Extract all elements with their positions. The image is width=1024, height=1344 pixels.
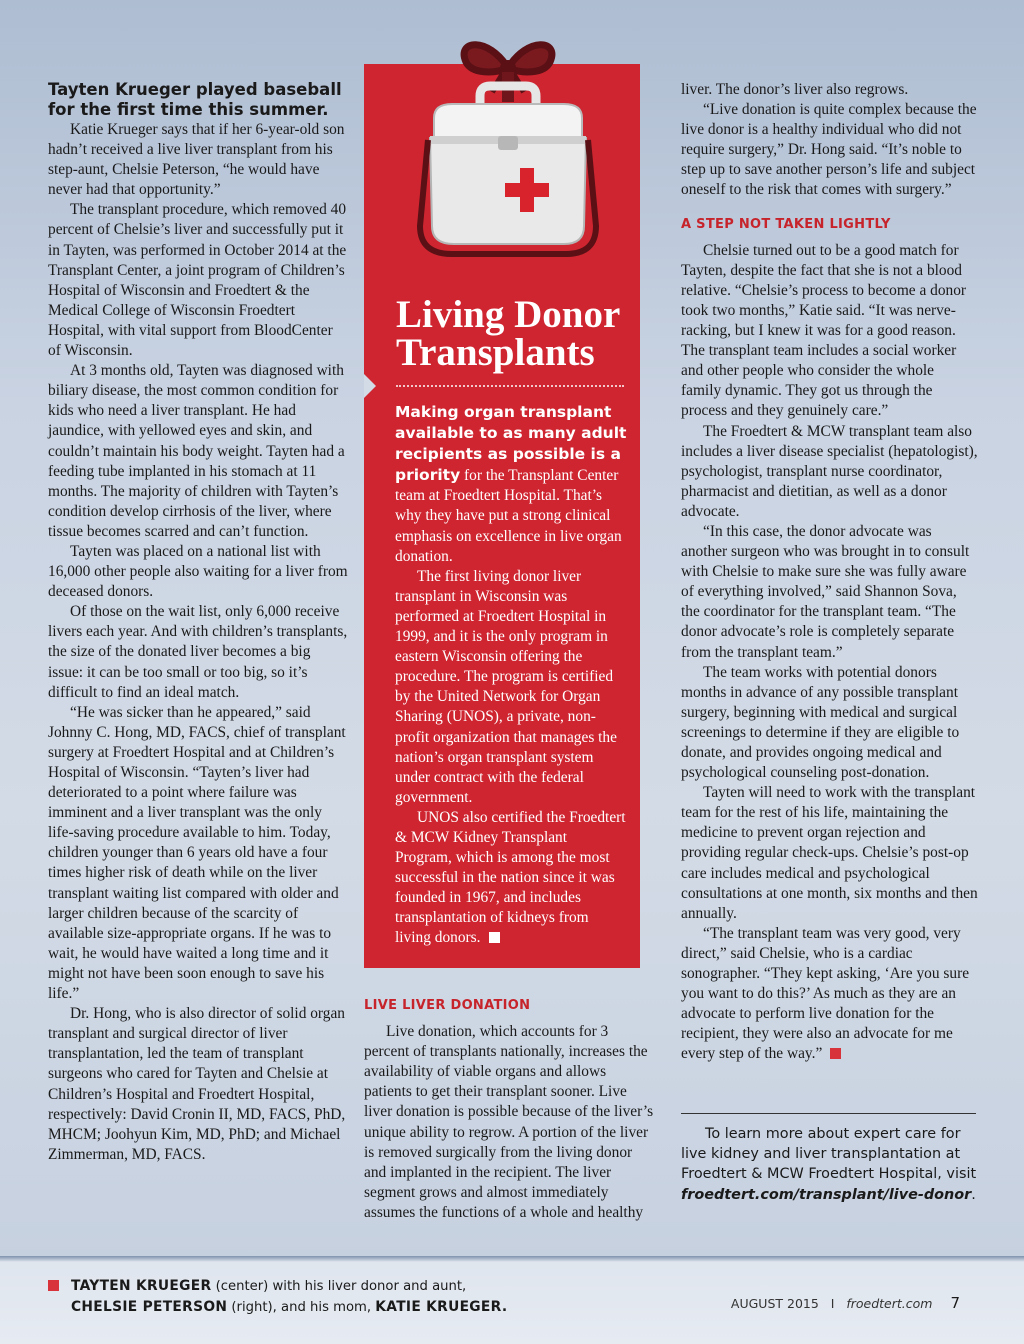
- end-mark-icon: [489, 932, 500, 943]
- article-paragraph: Tayten was placed on a national list with 16,000 other people also waiting for a liver from deceased donors.: [48, 542, 348, 601]
- caption-line1: [48, 1276, 688, 1297]
- article-paragraph: “In this case, the donor advocate was another surgeon who was brought in to consult with Chelsie to make sure she was fully aware of everything involved,” said Shannon Sova, the coordinator for the transplant team. “The donor advocate’s role is completely separate from the transplant team.”: [681, 522, 970, 661]
- caption-text: (right), and his mom,: [227, 1300, 376, 1315]
- article-paragraph: At 3 months old, Tayten was diagnosed with biliary disease, the most common condition for kids who need a liver transplant. He had jaundice, with yellowed eyes and skin, and couldn’t maintain his body weight. Tayten had a feeding tube implanted in his stomach at 11 months. The majority of children with Tayten’s condition develop cirrhosis of the liver, where tissue becomes scarred and can’t function.: [48, 362, 345, 540]
- column-middle: [364, 996, 656, 1223]
- first-aid-kit-icon: [408, 40, 608, 260]
- learn-more-text: To learn more about expert care for live kidney and liver transplantation at Froedtert & MCW Froedtert Hospital, visit: [681, 1126, 977, 1183]
- caption-name-katie: KATIE KRUEGER.: [375, 1299, 508, 1315]
- article-paragraph: The Froedtert & MCW transplant team also includes a liver disease specialist (hepatologist), psychologist, transplant nurse coordinator, pharmacist and dietitian, as well as a donor advocate.: [681, 422, 978, 520]
- caption-line2: [48, 1297, 688, 1318]
- section-heading-live-liver-donation: LIVE LIVER DONATION: [364, 998, 531, 1013]
- caption-text: (center) with his liver donor and aunt,: [211, 1279, 467, 1294]
- article-paragraph: Tayten will need to work with the transplant team for the rest of his life, maintaining the medicine to prevent organ rejection and providing regular check-ups. Chelsie’s post-op care includes medical and psychological consultations at one month, six months and then annually.: [681, 784, 978, 922]
- article-paragraph: The transplant procedure, which removed 40 percent of Chelsie’s liver and successfully put it in Tayten, was performed in October 2014 at the Transplant Center, a joint program of Children’s Hospital of Wisconsin and Froedtert & the Medical College of Wisconsin Froedtert Hospital, with vital support from BloodCenter of Wisconsin.: [48, 201, 347, 360]
- caption-name-tayten: TAYTEN KRUEGER: [71, 1278, 212, 1294]
- learn-more-end: .: [971, 1186, 976, 1203]
- sidebar-paragraph: The first living donor liver transplant in Wisconsin was performed at Froedtert Hospital in 1999, and it is the only program in eastern Wisconsin offering the procedure. The program is certified by the United Network for Organ Sharing (UNOS), a private, non-profit organization that manages the nation’s organ transplant system under contract with the federal government.: [395, 567, 617, 806]
- article-paragraph: The team works with potential donors months in advance of any possible transplant surgery, beginning with medical and surgical screenings to determine if they are eligible to donate, and provides ongoing medical and psychological counseling post-donation.: [681, 663, 960, 782]
- article-paragraph: Of those on the wait list, only 6,000 receive livers each year. And with children’s transplants, the size of the donated liver becomes a big issue: it can be too small or too big, so it’s difficult to find an ideal match.: [48, 603, 348, 701]
- sidebar-text: [395, 402, 627, 949]
- sidebar-lead-rest: for the Transplant Center team at Froedtert Hospital. That’s why they have put a strong clinical emphasis on excellence in live organ donation.: [395, 467, 622, 565]
- sidebar-title: [396, 293, 626, 374]
- caption-name-chelsie: CHELSIE PETERSON: [71, 1299, 228, 1315]
- section-heading-step-not-taken-lightly: A STEP NOT TAKEN LIGHTLY: [681, 216, 891, 232]
- article-paragraph-continued: liver. The donor’s liver also regrows.: [681, 81, 909, 98]
- article-paragraph: “He was sicker than he appeared,” said Johnny C. Hong, MD, FACS, chief of transplant surgery at Froedtert Hospital and at Children’s Hospital of Wisconsin. “Tayten’s liver had deteriorated to a point where failure was imminent and a liver transplant was the only life-saving procedure available to him. Today, children younger than 6 years old have a four times higher risk of death while on the liver transplant waiting list compared with older and larger children because of the scarcity of available size-appropriate organs. If he was to wait, he would have waited a long time and it might not have been soon enough to save his life.”: [48, 703, 346, 1003]
- article-paragraph: Katie Krueger says that if her 6-year-old son hadn’t received a live liver transplant from his step-aunt, Chelsie Peterson, “he would have never had that opportunity.”: [48, 121, 345, 199]
- column-left: [48, 80, 348, 1165]
- sidebar-title-line2: Transplants: [396, 331, 595, 374]
- article-paragraph: Live donation, which accounts for 3 percent of transplants nationally, increases the availability of viable organs and allows patients to get their transplant sooner. Live liver donation is possible because of the liver’s unique ability to regrow. A portion of the liver is removed surgically from the living donor and implanted in the recipient. The liver segment grows and almost immediately assumes the functions of a whole and healthy: [364, 1023, 654, 1221]
- folio: [731, 1294, 960, 1312]
- sidebar-lead-paragraph: [395, 402, 627, 567]
- end-mark-icon: [830, 1048, 841, 1059]
- lead-heading-line2: for the first time this summer.: [48, 100, 329, 119]
- sidebar-title-line1: Living Donor: [396, 293, 621, 336]
- article-paragraph: Chelsie turned out to be a good match for Tayten, despite the fact that she is not a blood relative. “Chelsie’s process to become a donor took two months,” Katie said. “It was nerve-racking, but I knew it was for a good reason. The transplant team includes a social worker and other people who consider the whole family dynamic. They got us through the process and they genuinely care.”: [681, 241, 967, 420]
- site-name: froedtert.com: [846, 1296, 933, 1311]
- folio-separator: I: [830, 1296, 835, 1311]
- sidebar-paragraph-last: [395, 808, 627, 949]
- photo-caption: [48, 1276, 688, 1318]
- footer-shadow: [0, 1256, 1024, 1262]
- sidebar-dotted-divider: [396, 385, 624, 387]
- learn-more-note: [681, 1124, 981, 1205]
- lead-heading-line1: Tayten Krueger played baseball: [48, 80, 342, 99]
- lead-heading: [48, 80, 348, 120]
- page-number: 7: [950, 1294, 960, 1312]
- article-paragraph: Dr. Hong, who is also director of solid organ transplant and surgical director of liver transplantation, led the team of transplant surgeons who cared for Tayten and Chelsie at Children’s Hospital and Froedtert Hospital, respectively: David Cronin II, MD, FACS, PhD, MHCM; Joohyun Kim, MD, PhD; and Michael Zimmerman, MD, FACS.: [48, 1005, 346, 1163]
- sidebar-lead-bold: Making organ transplant available to as many adult recipients as possible is a priority: [395, 403, 627, 485]
- learn-more-link[interactable]: froedtert.com/transplant/live-donor: [681, 1186, 972, 1203]
- learn-more-divider: [681, 1113, 976, 1114]
- caption-square-icon: [48, 1280, 59, 1291]
- sidebar-notch: [364, 374, 376, 398]
- article-paragraph-text: “The transplant team was very good, very direct,” said Chelsie, who is a cardiac sonographer. “They kept asking, ‘Are you sure you want to do this?’ As much as they are an advocate to perform live donation for the recipient, they were also an advocate for me every step of the way.”: [681, 924, 970, 1063]
- sidebar-box: [364, 64, 640, 968]
- column-right: [681, 80, 978, 1065]
- article-paragraph: “Live donation is quite complex because the live donor is a healthy individual who did not require surgery,” Dr. Hong said. “It’s noble to step up to save another person’s life and subject oneself to the risk that comes with surgery.”: [681, 101, 977, 199]
- issue-date: AUGUST 2015: [730, 1296, 819, 1311]
- sidebar-paragraph-text: UNOS also certified the Froedtert & MCW Kidney Transplant Program, which is among the most successful in the nation since it was founded in 1967, and includes transplantation of kidneys from living donors.: [395, 808, 626, 947]
- article-paragraph-last: [681, 924, 978, 1065]
- page-footer: [0, 1256, 1024, 1344]
